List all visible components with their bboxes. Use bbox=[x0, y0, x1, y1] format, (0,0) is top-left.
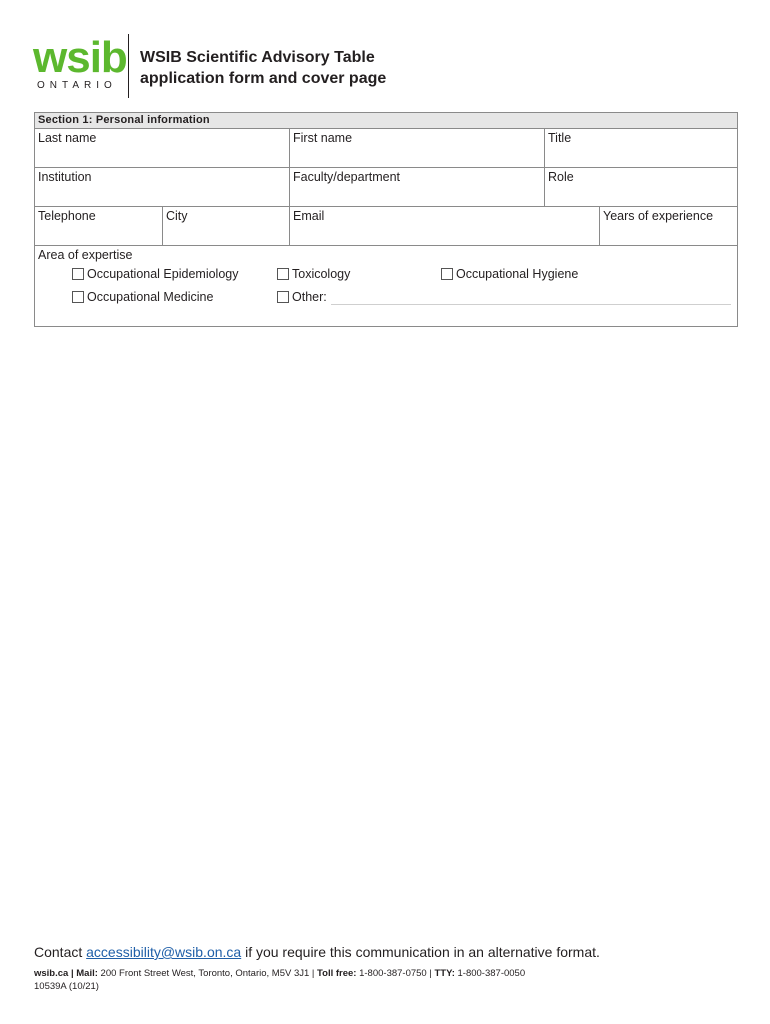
option-label: Other: bbox=[292, 290, 327, 304]
footer-tollfree-value: 1-800-387-0750 | bbox=[356, 968, 435, 979]
form-row-institution bbox=[35, 168, 737, 207]
form-row-contact bbox=[35, 207, 737, 246]
checkbox-icon[interactable] bbox=[277, 268, 289, 280]
option-label: Occupational Hygiene bbox=[456, 267, 579, 281]
footer-contact-line bbox=[34, 967, 525, 980]
checkbox-icon[interactable] bbox=[441, 268, 453, 280]
form-code: 10539A (10/21) bbox=[34, 981, 99, 992]
checkbox-occupational-epidemiology[interactable] bbox=[72, 267, 238, 281]
option-label: Occupational Epidemiology bbox=[87, 267, 239, 281]
first-name-label: First name bbox=[293, 131, 353, 145]
institution-label: Institution bbox=[38, 170, 92, 184]
footer-site[interactable]: wsib.ca bbox=[34, 968, 69, 979]
contact-suffix: if you require this communication in an alternative format. bbox=[241, 944, 600, 960]
title-label: Title bbox=[548, 131, 572, 145]
page-title-line1: WSIB Scientific Advisory Table bbox=[140, 49, 375, 66]
accessibility-notice bbox=[34, 944, 600, 960]
title-field[interactable] bbox=[545, 129, 737, 167]
section-heading: Section 1: Personal information bbox=[35, 113, 737, 129]
checkbox-toxicology[interactable] bbox=[277, 267, 350, 281]
header-divider bbox=[128, 34, 129, 98]
checkbox-occupational-hygiene[interactable] bbox=[441, 267, 578, 281]
role-label: Role bbox=[548, 170, 574, 184]
last-name-field[interactable] bbox=[35, 129, 290, 167]
logo-wordmark: wsib bbox=[33, 33, 127, 82]
email-field[interactable] bbox=[290, 207, 600, 245]
footer-mail-value: 200 Front Street West, Toronto, Ontario, M5V 3J1 | bbox=[97, 968, 318, 979]
page-title bbox=[140, 47, 386, 89]
role-field[interactable] bbox=[545, 168, 737, 206]
city-label: City bbox=[166, 209, 188, 223]
checkbox-other[interactable] bbox=[277, 290, 327, 304]
first-name-field[interactable] bbox=[290, 129, 545, 167]
contact-prefix: Contact bbox=[34, 944, 87, 960]
footer bbox=[34, 967, 525, 993]
email-label: Email bbox=[293, 209, 325, 223]
area-of-expertise-label: Area of expertise bbox=[38, 248, 133, 262]
years-experience-label: Years of experience bbox=[603, 209, 714, 223]
institution-field[interactable] bbox=[35, 168, 290, 206]
footer-mail-label: | Mail: bbox=[68, 968, 98, 979]
other-input[interactable] bbox=[331, 304, 731, 305]
wsib-logo bbox=[33, 33, 129, 98]
last-name-label: Last name bbox=[38, 131, 97, 145]
accessibility-email-link[interactable]: accessibility@wsib.on.ca bbox=[86, 944, 242, 960]
option-label: Toxicology bbox=[292, 267, 351, 281]
page-title-line2: application form and cover page bbox=[140, 70, 387, 87]
city-field[interactable] bbox=[163, 207, 290, 245]
footer-tty-value: 1-800-387-0050 bbox=[454, 968, 526, 979]
logo-subtext: ONTARIO bbox=[37, 80, 117, 91]
option-label: Occupational Medicine bbox=[87, 290, 214, 304]
personal-information-form bbox=[34, 112, 738, 327]
checkbox-icon[interactable] bbox=[72, 291, 84, 303]
faculty-field[interactable] bbox=[290, 168, 545, 206]
years-experience-field[interactable] bbox=[600, 207, 737, 245]
checkbox-occupational-medicine[interactable] bbox=[72, 290, 213, 304]
telephone-label: Telephone bbox=[38, 209, 96, 223]
form-row-names bbox=[35, 129, 737, 168]
footer-tty-label: TTY: bbox=[434, 968, 455, 979]
checkbox-icon[interactable] bbox=[72, 268, 84, 280]
telephone-field[interactable] bbox=[35, 207, 163, 245]
footer-tollfree-label: Toll free: bbox=[317, 968, 357, 979]
checkbox-icon[interactable] bbox=[277, 291, 289, 303]
faculty-label: Faculty/department bbox=[293, 170, 400, 184]
area-of-expertise bbox=[35, 246, 737, 326]
